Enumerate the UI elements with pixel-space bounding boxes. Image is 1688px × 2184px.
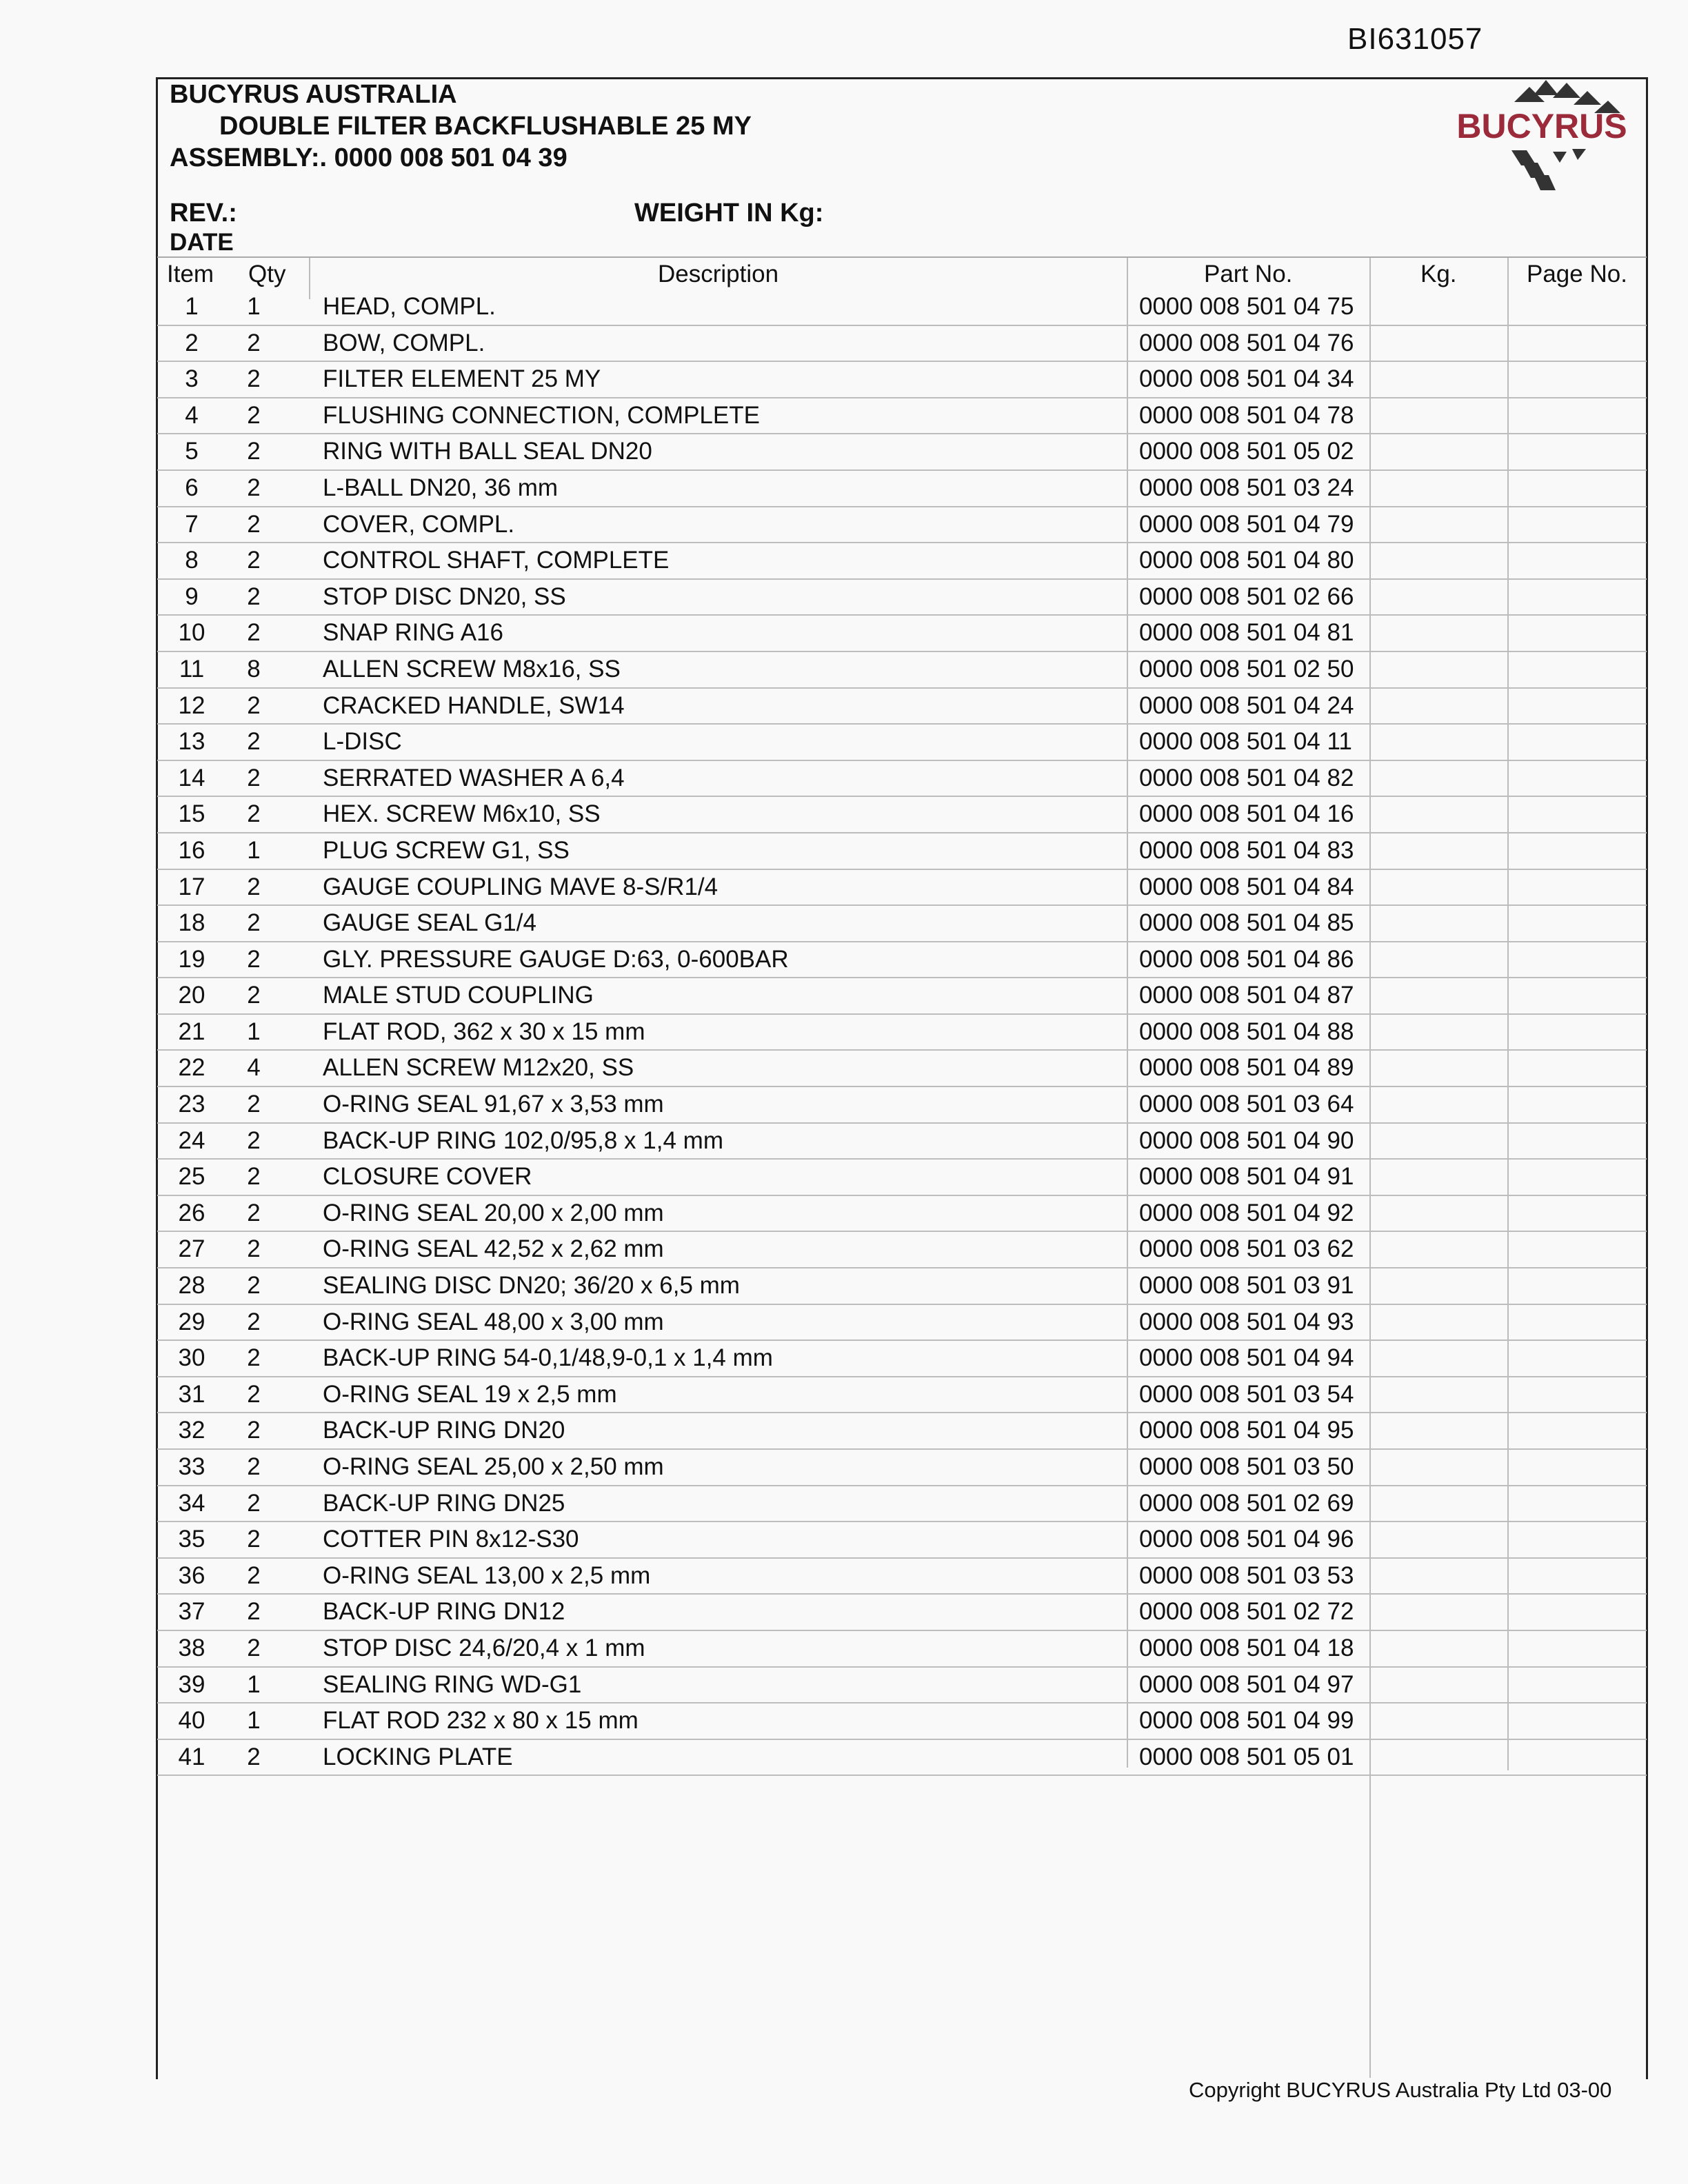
qty-cell: 2 — [247, 1634, 261, 1661]
part-number-cell: 0000 008 501 03 91 — [1139, 1272, 1354, 1300]
part-number-cell: 0000 008 501 03 53 — [1139, 1561, 1354, 1589]
description-cell: BACK-UP RING 54-0,1/48,9-0,1 x 1,4 mm — [323, 1344, 773, 1372]
table-row — [157, 1341, 1647, 1377]
table-row — [157, 1522, 1647, 1559]
item-cell: 21 — [178, 1018, 205, 1045]
item-cell: 27 — [178, 1235, 205, 1263]
qty-cell: 2 — [247, 764, 261, 791]
part-number-cell: 0000 008 501 04 95 — [1139, 1417, 1354, 1444]
item-cell: 11 — [179, 655, 205, 682]
part-number-cell: 0000 008 501 04 84 — [1139, 873, 1354, 900]
description-cell: L-BALL DN20, 36 mm — [323, 474, 559, 501]
part-number-cell: 0000 008 501 04 16 — [1139, 800, 1354, 828]
description-cell: SERRATED WASHER A 6,4 — [323, 764, 625, 791]
item-cell: 24 — [178, 1126, 205, 1154]
description-cell: BACK-UP RING 102,0/95,8 x 1,4 mm — [323, 1126, 723, 1154]
part-number-cell: 0000 008 501 05 02 — [1139, 438, 1354, 465]
rev-label: REV.: — [170, 199, 237, 228]
table-row — [157, 362, 1647, 398]
part-number-cell: 0000 008 501 02 66 — [1139, 583, 1354, 610]
item-cell: 14 — [178, 764, 205, 791]
table-row — [157, 978, 1647, 1015]
part-number-cell: 0000 008 501 04 94 — [1139, 1344, 1354, 1372]
description-cell: BACK-UP RING DN20 — [323, 1417, 565, 1444]
item-cell: 32 — [178, 1417, 205, 1444]
qty-cell: 2 — [247, 365, 261, 393]
description-cell: SEALING RING WD-G1 — [323, 1670, 582, 1698]
parts-table — [157, 290, 1647, 1776]
table-row — [157, 1631, 1647, 1668]
qty-cell: 2 — [247, 1163, 261, 1191]
qty-cell: 1 — [247, 1018, 261, 1045]
description-cell: LOCKING PLATE — [323, 1743, 513, 1770]
item-cell: 41 — [178, 1743, 205, 1770]
table-row — [157, 1377, 1647, 1414]
part-number-cell: 0000 008 501 04 87 — [1139, 982, 1354, 1009]
item-cell: 10 — [178, 619, 205, 647]
column-header-part-no: Part No. — [1204, 261, 1293, 287]
table-row — [157, 1196, 1647, 1233]
item-cell: 30 — [178, 1344, 205, 1372]
part-number-cell: 0000 008 501 04 90 — [1139, 1126, 1354, 1154]
qty-cell: 2 — [247, 1199, 261, 1226]
table-row — [157, 1413, 1647, 1450]
description-cell: STOP DISC DN20, SS — [323, 583, 566, 610]
description-cell: GAUGE COUPLING MAVE 8-S/R1/4 — [323, 873, 719, 900]
qty-cell: 2 — [247, 1453, 261, 1480]
table-row — [157, 1015, 1647, 1051]
item-cell: 20 — [178, 982, 205, 1009]
item-cell: 26 — [178, 1199, 205, 1226]
description-cell: O-RING SEAL 91,67 x 3,53 mm — [323, 1091, 664, 1118]
table-row — [157, 761, 1647, 798]
table-row — [157, 1232, 1647, 1268]
part-number-cell: 0000 008 501 04 79 — [1139, 510, 1354, 538]
description-cell: CRACKED HANDLE, SW14 — [323, 691, 625, 719]
description-cell: ALLEN SCREW M8x16, SS — [323, 655, 621, 682]
qty-cell: 2 — [247, 1417, 261, 1444]
qty-cell: 4 — [247, 1054, 261, 1082]
table-row — [157, 1268, 1647, 1305]
description-cell: SNAP RING A16 — [323, 619, 503, 647]
table-row — [157, 398, 1647, 435]
qty-cell: 1 — [247, 1670, 261, 1698]
description-cell: HEX. SCREW M6x10, SS — [323, 800, 601, 828]
assembly-number: ASSEMBLY:. 0000 008 501 04 39 — [170, 143, 567, 172]
item-cell: 17 — [178, 873, 205, 900]
part-number-cell: 0000 008 501 04 97 — [1139, 1670, 1354, 1698]
qty-cell: 2 — [247, 945, 261, 973]
description-cell: L-DISC — [323, 728, 402, 756]
item-cell: 6 — [185, 474, 199, 501]
table-row — [157, 797, 1647, 833]
qty-cell: 2 — [247, 982, 261, 1009]
qty-cell: 2 — [247, 800, 261, 828]
description-cell: BOW, COMPL. — [323, 329, 485, 356]
table-row — [157, 725, 1647, 761]
part-number-cell: 0000 008 501 03 24 — [1139, 474, 1354, 501]
item-cell: 37 — [178, 1598, 205, 1626]
description-cell: FLUSHING CONNECTION, COMPLETE — [323, 401, 760, 429]
bucyrus-logo — [1445, 77, 1638, 200]
description-cell: O-RING SEAL 19 x 2,5 mm — [323, 1380, 617, 1408]
part-number-cell: 0000 008 501 03 50 — [1139, 1453, 1354, 1480]
item-cell: 36 — [178, 1561, 205, 1589]
description-cell: HEAD, COMPL. — [323, 293, 496, 320]
table-row — [157, 1051, 1647, 1087]
column-header-item: Item — [167, 261, 214, 287]
item-cell: 16 — [178, 836, 205, 864]
part-number-cell: 0000 008 501 03 64 — [1139, 1091, 1354, 1118]
qty-cell: 2 — [247, 1091, 261, 1118]
qty-cell: 2 — [247, 909, 261, 937]
qty-cell: 8 — [247, 655, 261, 682]
qty-cell: 1 — [247, 1707, 261, 1735]
part-number-cell: 0000 008 501 04 81 — [1139, 619, 1354, 647]
company-name: BUCYRUS AUSTRALIA — [170, 80, 457, 109]
qty-cell: 2 — [247, 1380, 261, 1408]
part-number-cell: 0000 008 501 04 80 — [1139, 547, 1354, 574]
item-cell: 9 — [185, 583, 199, 610]
item-cell: 4 — [185, 401, 199, 429]
part-number-cell: 0000 008 501 04 78 — [1139, 401, 1354, 429]
qty-cell: 2 — [247, 1743, 261, 1770]
part-number-cell: 0000 008 501 04 83 — [1139, 836, 1354, 864]
description-cell: PLUG SCREW G1, SS — [323, 836, 570, 864]
table-row — [157, 906, 1647, 942]
item-cell: 3 — [185, 365, 199, 393]
table-row — [157, 942, 1647, 979]
part-number-cell: 0000 008 501 04 93 — [1139, 1308, 1354, 1335]
item-cell: 25 — [178, 1163, 205, 1191]
qty-cell: 2 — [247, 438, 261, 465]
item-cell: 7 — [185, 510, 199, 538]
description-cell: O-RING SEAL 48,00 x 3,00 mm — [323, 1308, 664, 1335]
qty-cell: 2 — [247, 510, 261, 538]
item-cell: 18 — [178, 909, 205, 937]
part-number-cell: 0000 008 501 04 34 — [1139, 365, 1354, 393]
table-row — [157, 543, 1647, 580]
part-number-cell: 0000 008 501 02 50 — [1139, 655, 1354, 682]
item-cell: 40 — [178, 1707, 205, 1735]
table-row — [157, 580, 1647, 616]
qty-cell: 2 — [247, 728, 261, 756]
column-header-qty: Qty — [248, 261, 286, 287]
part-number-cell: 0000 008 501 04 92 — [1139, 1199, 1354, 1226]
part-number-cell: 0000 008 501 04 18 — [1139, 1634, 1354, 1661]
qty-cell: 2 — [247, 547, 261, 574]
table-row — [157, 616, 1647, 652]
item-cell: 2 — [185, 329, 199, 356]
description-cell: GAUGE SEAL G1/4 — [323, 909, 536, 937]
column-header-page-no: Page No. — [1527, 261, 1627, 287]
header-rule — [157, 256, 1647, 258]
table-row — [157, 1124, 1647, 1160]
part-number-cell: 0000 008 501 04 85 — [1139, 909, 1354, 937]
assembly-title: DOUBLE FILTER BACKFLUSHABLE 25 MY — [219, 112, 752, 141]
description-cell: SEALING DISC DN20; 36/20 x 6,5 mm — [323, 1272, 740, 1300]
part-number-cell: 0000 008 501 04 99 — [1139, 1707, 1354, 1735]
item-cell: 19 — [178, 945, 205, 973]
table-row — [157, 1703, 1647, 1740]
item-cell: 12 — [178, 691, 205, 719]
item-cell: 33 — [178, 1453, 205, 1480]
description-cell: O-RING SEAL 42,52 x 2,62 mm — [323, 1235, 664, 1263]
table-row — [157, 1305, 1647, 1342]
description-cell: MALE STUD COUPLING — [323, 982, 594, 1009]
part-number-cell: 0000 008 501 04 91 — [1139, 1163, 1354, 1191]
part-number-cell: 0000 008 501 04 76 — [1139, 329, 1354, 356]
qty-cell: 2 — [247, 1598, 261, 1626]
table-row — [157, 1740, 1647, 1777]
description-cell: BACK-UP RING DN12 — [323, 1598, 565, 1626]
weight-label: WEIGHT IN Kg: — [634, 199, 824, 228]
item-cell: 31 — [178, 1380, 205, 1408]
item-cell: 38 — [178, 1634, 205, 1661]
table-row — [157, 1160, 1647, 1196]
description-cell: O-RING SEAL 25,00 x 2,50 mm — [323, 1453, 664, 1480]
description-cell: FLAT ROD 232 x 80 x 15 mm — [323, 1707, 639, 1735]
copyright-notice: Copyright BUCYRUS Australia Pty Ltd 03-00 — [1189, 2078, 1612, 2102]
table-row — [157, 689, 1647, 725]
table-row — [157, 326, 1647, 363]
part-number-cell: 0000 008 501 04 24 — [1139, 691, 1354, 719]
table-row — [157, 833, 1647, 870]
part-number-cell: 0000 008 501 04 88 — [1139, 1018, 1354, 1045]
item-cell: 8 — [185, 547, 199, 574]
item-cell: 22 — [178, 1054, 205, 1082]
item-cell: 28 — [178, 1272, 205, 1300]
document-id: BI631057 — [1347, 22, 1483, 56]
table-row — [157, 471, 1647, 507]
part-number-cell: 0000 008 501 05 01 — [1139, 1743, 1354, 1770]
item-cell: 1 — [185, 293, 199, 320]
qty-cell: 2 — [247, 1526, 261, 1553]
column-header-description: Description — [658, 261, 779, 287]
item-cell: 39 — [178, 1670, 205, 1698]
item-cell: 23 — [178, 1091, 205, 1118]
part-number-cell: 0000 008 501 04 96 — [1139, 1526, 1354, 1553]
qty-cell: 2 — [247, 1489, 261, 1517]
column-header-kg: Kg. — [1420, 261, 1457, 287]
description-cell: ALLEN SCREW M12x20, SS — [323, 1054, 634, 1082]
table-row — [157, 652, 1647, 689]
part-number-cell: 0000 008 501 03 62 — [1139, 1235, 1354, 1263]
description-cell: FILTER ELEMENT 25 MY — [323, 365, 601, 393]
description-cell: RING WITH BALL SEAL DN20 — [323, 438, 652, 465]
qty-cell: 2 — [247, 329, 261, 356]
qty-cell: 1 — [247, 293, 261, 320]
qty-cell: 2 — [247, 1272, 261, 1300]
description-cell: COVER, COMPL. — [323, 510, 515, 538]
date-label: DATE — [170, 229, 234, 256]
qty-cell: 2 — [247, 691, 261, 719]
description-cell: BACK-UP RING DN25 — [323, 1489, 565, 1517]
logo-text: BUCYRUS — [1456, 107, 1627, 145]
table-row — [157, 290, 1647, 326]
table-row — [157, 1559, 1647, 1595]
qty-cell: 2 — [247, 1126, 261, 1154]
part-number-cell: 0000 008 501 04 86 — [1139, 945, 1354, 973]
table-row — [157, 1450, 1647, 1486]
description-cell: FLAT ROD, 362 x 30 x 15 mm — [323, 1018, 645, 1045]
description-cell: CONTROL SHAFT, COMPLETE — [323, 547, 670, 574]
part-number-cell: 0000 008 501 04 75 — [1139, 293, 1354, 320]
item-cell: 35 — [178, 1526, 205, 1553]
table-row — [157, 1668, 1647, 1704]
item-cell: 5 — [185, 438, 199, 465]
qty-cell: 2 — [247, 1235, 261, 1263]
description-cell: O-RING SEAL 20,00 x 2,00 mm — [323, 1199, 664, 1226]
part-number-cell: 0000 008 501 04 82 — [1139, 764, 1354, 791]
qty-cell: 2 — [247, 1561, 261, 1589]
table-row — [157, 1595, 1647, 1631]
item-cell: 29 — [178, 1308, 205, 1335]
qty-cell: 2 — [247, 873, 261, 900]
part-number-cell: 0000 008 501 02 69 — [1139, 1489, 1354, 1517]
description-cell: O-RING SEAL 13,00 x 2,5 mm — [323, 1561, 651, 1589]
table-row — [157, 507, 1647, 544]
qty-cell: 2 — [247, 474, 261, 501]
description-cell: COTTER PIN 8x12-S30 — [323, 1526, 579, 1553]
part-number-cell: 0000 008 501 04 89 — [1139, 1054, 1354, 1082]
item-cell: 13 — [178, 728, 205, 756]
qty-cell: 2 — [247, 1344, 261, 1372]
part-number-cell: 0000 008 501 03 54 — [1139, 1380, 1354, 1408]
qty-cell: 2 — [247, 401, 261, 429]
qty-cell: 2 — [247, 583, 261, 610]
description-cell: CLOSURE COVER — [323, 1163, 532, 1191]
qty-cell: 2 — [247, 1308, 261, 1335]
part-number-cell: 0000 008 501 02 72 — [1139, 1598, 1354, 1626]
table-row — [157, 870, 1647, 907]
table-row — [157, 434, 1647, 471]
qty-cell: 1 — [247, 836, 261, 864]
item-cell: 34 — [178, 1489, 205, 1517]
table-row — [157, 1486, 1647, 1523]
qty-cell: 2 — [247, 619, 261, 647]
description-cell: STOP DISC 24,6/20,4 x 1 mm — [323, 1634, 645, 1661]
part-number-cell: 0000 008 501 04 11 — [1139, 728, 1352, 756]
table-row — [157, 1087, 1647, 1124]
item-cell: 15 — [178, 800, 205, 828]
description-cell: GLY. PRESSURE GAUGE D:63, 0-600BAR — [323, 945, 789, 973]
